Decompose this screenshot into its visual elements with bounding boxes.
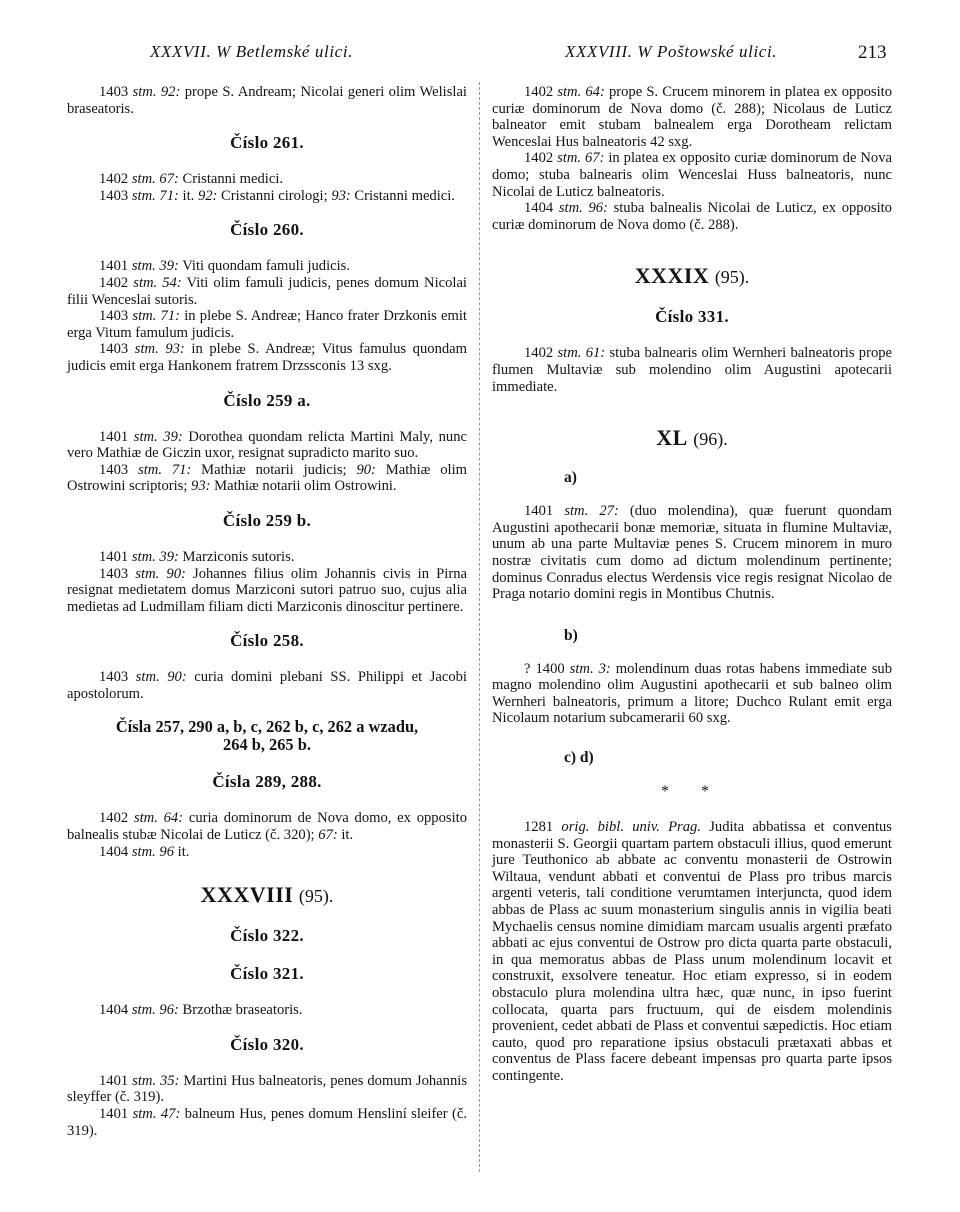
running-head-left: XXXVII. W Betlemské ulici.	[150, 42, 353, 61]
entry: 1403 stm. 71: Mathiæ notarii judicis; 90: Mathiæ olim Ostrowini scriptoris; 93: Mathiæ notarii olim Ostrowini.	[67, 461, 467, 495]
section-heading: Číslo 260.	[230, 220, 304, 240]
section-heading: Číslo 320.	[230, 1034, 304, 1054]
entry: 1403 stm. 71: in plebe S. Andreæ; Hanco frater Drzkonis emit erga Vitum famulum judicis.	[67, 308, 467, 341]
section-heading: Číslo 261.	[230, 133, 304, 153]
entry: 1403 stm. 90: Johannes filius olim Johannis civis in Pirna resignat medietatem domus Marziconi sutori patruo suo, cujus alia medietas ad Ludmillam filiam dicti Marziconis dinoscitur pertinere.	[67, 565, 467, 615]
entry: 1404 stm. 96: stuba balnealis Nicolai de Luticz, ex opposito curiæ dominorum de Nova domo (č. 288).	[492, 200, 892, 233]
entry: 1401 stm. 47: balneum Hus, penes domum Hensliní sleifer (č. 319).	[67, 1106, 467, 1139]
entry: 1402 stm. 64: curia dominorum de Nova domo, ex opposito balnealis stubæ Nicolai de Luticz (č. 320); 67: it.	[67, 810, 467, 844]
running-header	[0, 42, 960, 66]
heading-line: Čísla 257, 290 a, b, c, 262 b, c, 262 a wzadu,	[115, 717, 419, 737]
entry: 1403 stm. 92: prope S. Andream; Nicolai generi olim Welislai braseatoris.	[67, 84, 467, 117]
running-head-right: XXXVIII. W Poštowské ulici.	[565, 42, 778, 61]
entry: 1402 stm. 67: in platea ex opposito curiæ dominorum de Nova domo; stuba balnearis olim Wenceslai Huss balneatoris, nunc Nicolai de Luticz balneatoris.	[492, 150, 892, 200]
entry: 1401 stm. 39: Marziconis sutoris.	[99, 548, 295, 565]
entry: 1281 orig. bibl. univ. Prag. Judita abbatissa et conventus monasterii S. Georgii quartam partem obstaculi illius, quod emerunt jure Teuthonico ab abbate ac conventu monasterii de Ostrowin Wiltaua, vendunt abbati et conventui de Plass pro tribus marcis argenti veteris, tali conditione verumtamen interjuncta, quod idem abbas de Plass ac suum monasterium singulis annis in vigilia beati Mychaelis census nomine dimidiam marcam usualis argenti præfato abbati ac ejus conventui de Ostrow pro dicta quarta parte obstaculi, in qua memoratus abbas de Plass unum molendinum locavit et construxit, exsolvere teneatur. Hoc etiam expresso, si in eodem obstaculo plura molendina ultra hæc, quæ nunc, in ipso fuerint collocata, quarta pars fructuum, qui de eisdem molendinis provenient, cedet abbati de Plass et conventui sæpedictis. Hoc etiam cauto, quod pro reparatione ipsius obstaculi prætaxati abbas et conventus de Plass facere debeant impensas pro quarta parte ipsos contingente.	[492, 819, 892, 1084]
entry: ? 1400 stm. 3: molendinum duas rotas habens immediate sub magno molendino olim Augustini apothecarii et sub balneo olim Wernheri balneatoris, primum a litore; Duchco Rulant emit erga Nicolaum notarium subcamerarii 60 sxg.	[492, 660, 892, 727]
chapter-heading: XL (96).	[656, 425, 728, 451]
section-heading: Číslo 259 b.	[222, 510, 312, 530]
subsection-label: a)	[564, 469, 577, 487]
entry: 1404 stm. 96: Brzothæ braseatoris.	[99, 1002, 303, 1019]
section-heading: Čísla 289, 288.	[212, 772, 322, 792]
entry: 1404 stm. 96 it.	[99, 843, 190, 860]
section-heading: Číslo 321.	[230, 964, 304, 984]
section-heading: Číslo 258.	[230, 631, 304, 651]
subsection-label: b)	[564, 626, 578, 644]
entry: 1402 stm. 61: stuba balnearis olim Wernheri balneatoris prope flumen Multaviæ sub molendino olim Augustini apotecarii immediate.	[492, 345, 893, 395]
right-column	[492, 84, 892, 1085]
section-heading-multi	[67, 718, 467, 754]
section-heading: Číslo 331.	[655, 307, 729, 327]
entry: 1402 stm. 64: prope S. Crucem minorem in platea ex opposito curiæ dominorum de Nova domo (č. 288); Nicolaus de Luticz balneator emit stubam balnealem erga Dorotheam relictam Wenceslai Hus balneatoris 42 sxg.	[492, 84, 892, 150]
entry: 1402 stm. 67: Cristanni medici.	[99, 171, 284, 188]
section-heading: Číslo 322.	[230, 926, 304, 946]
entry: 1402 stm. 54: Viti olim famuli judicis, penes domum Nicolai filii Wenceslai sutoris.	[67, 274, 467, 308]
left-column	[67, 84, 467, 1139]
entry: 1403 stm. 90: curia domini plebani SS. Philippi et Jacobi apostolorum.	[67, 669, 467, 702]
section-heading: Číslo 259 a.	[223, 390, 311, 410]
column-divider	[479, 82, 480, 1172]
chapter-heading: XXXVIII (95).	[200, 882, 334, 908]
entry: 1401 stm. 39: Viti quondam famuli judicis.	[99, 258, 351, 275]
entry: 1401 stm. 27: (duo molendina), quæ fuerunt quondam Augustini apothecarii bonæ memoriæ, situata in flumine Multaviæ, unum ab una parte Multaviæ penes S. Crucem minorem in muro nostræ civitatis cum domo ad dictum molendinum pertinente; dominus Conradus electus Werdensis vice regis resignat Nicolao de Praga notario domini regis in Montibus Chutnis.	[492, 503, 893, 603]
page-number: 213	[858, 42, 887, 63]
entry: 1401 stm. 39: Dorothea quondam relicta Martini Maly, nunc vero Mathiæ de Giczin uxor, resignat supradicto marito suo.	[67, 428, 467, 462]
section-separator: * *	[661, 783, 723, 801]
subsection-label: c) d)	[564, 749, 594, 767]
entry: 1401 stm. 35: Martini Hus balneatoris, penes domum Johannis sleyffer (č. 319).	[67, 1072, 467, 1106]
heading-line: 264 b, 265 b.	[223, 735, 311, 755]
chapter-heading: XXXIX (95).	[634, 263, 750, 289]
entry: 1403 stm. 71: it. 92: Cristanni cirologi; 93: Cristanni medici.	[99, 187, 455, 204]
entry: 1403 stm. 93: in plebe S. Andreæ; Vitus famulus quondam judicis emit erga Hankonem fratrem Drzssconis 13 sxg.	[67, 341, 467, 374]
